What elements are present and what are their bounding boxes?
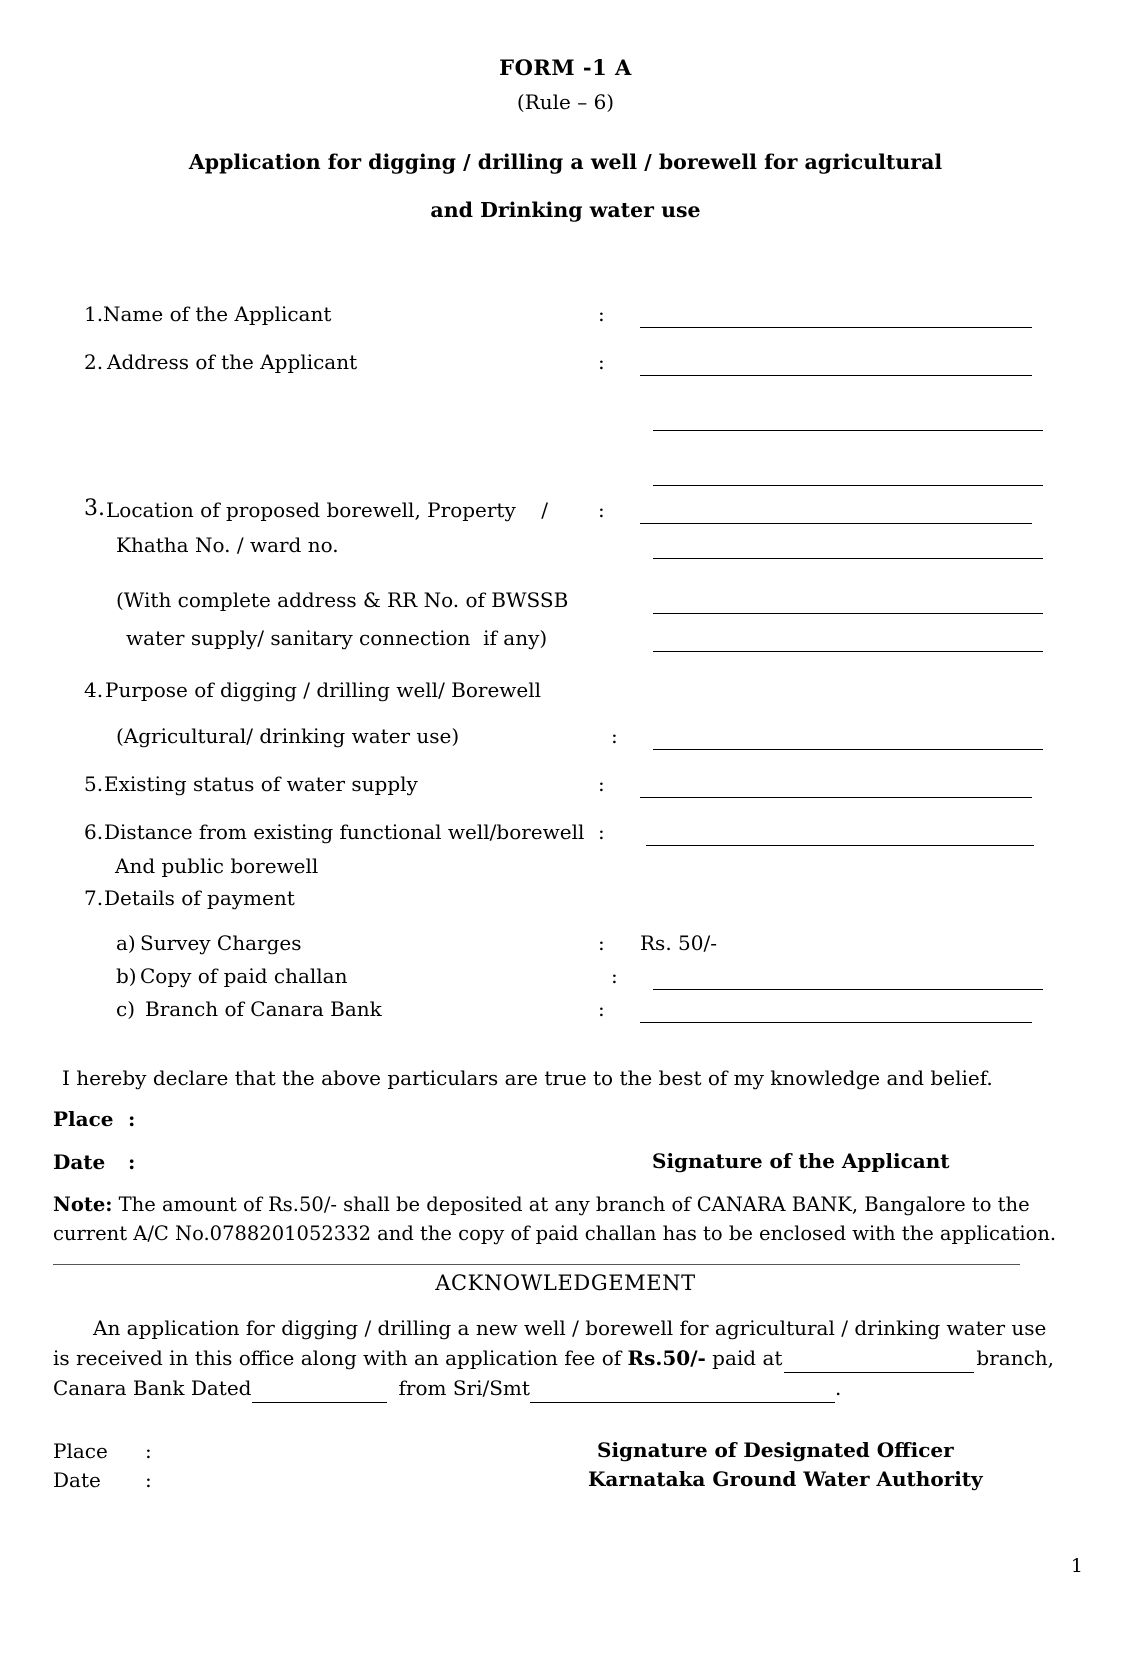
field-7c-colon: : bbox=[598, 997, 605, 1021]
authority-label: Karnataka Ground Water Authority bbox=[588, 1467, 983, 1491]
field-5-number: 5. bbox=[84, 772, 104, 796]
field-7b-input-line[interactable] bbox=[653, 989, 1043, 990]
ack-line1: An application for digging / drilling a new well / borewell for agricultural / drinking water use bbox=[93, 1316, 1047, 1340]
field-6-number: 6. bbox=[84, 820, 104, 844]
ack-fee-amount: Rs.50/- bbox=[627, 1346, 706, 1370]
field-5-colon: : bbox=[598, 772, 605, 796]
field-2-colon: : bbox=[598, 350, 605, 374]
field-1-number: 1. bbox=[84, 302, 104, 326]
field-3-input-line-3[interactable] bbox=[653, 613, 1043, 614]
field-3-colon: : bbox=[598, 498, 605, 522]
place-label: Place bbox=[53, 1107, 114, 1131]
note-line1: The amount of Rs.50/- shall be deposited at any branch of CANARA BANK, Bangalore to the bbox=[112, 1193, 1030, 1216]
field-3-label-line2: Khatha No. / ward no. bbox=[116, 533, 339, 557]
field-7c-marker: c) bbox=[116, 997, 136, 1021]
field-6-input-line[interactable] bbox=[646, 845, 1034, 846]
field-7c-label: Branch of Canara Bank bbox=[145, 997, 382, 1021]
field-5-label: Existing status of water supply bbox=[104, 772, 418, 796]
field-3-input-line-2[interactable] bbox=[653, 558, 1043, 559]
field-7c-input-line[interactable] bbox=[640, 1022, 1032, 1023]
field-3-note-line1: (With complete address & RR No. of BWSSB bbox=[116, 588, 569, 612]
field-4-colon: : bbox=[611, 724, 618, 748]
ack-line2-b: paid at bbox=[705, 1346, 783, 1370]
field-1-colon: : bbox=[598, 302, 605, 326]
field-2-number: 2. bbox=[84, 350, 104, 374]
ack-line3-b: from Sri/Smt bbox=[398, 1376, 530, 1400]
ack-date-blank[interactable] bbox=[252, 1384, 387, 1403]
ack-name-blank[interactable] bbox=[530, 1384, 835, 1403]
page-number: 1 bbox=[1070, 1555, 1083, 1577]
field-4-label: Purpose of digging / drilling well/ Borewell bbox=[105, 678, 542, 702]
field-2-input-line-3[interactable] bbox=[653, 485, 1043, 486]
note-label: Note: bbox=[53, 1193, 113, 1216]
field-3-input-line-4[interactable] bbox=[653, 651, 1043, 652]
officer-signature-label: Signature of Designated Officer bbox=[597, 1438, 954, 1462]
application-title-line2: and Drinking water use bbox=[430, 198, 701, 222]
field-3-input-line-1[interactable] bbox=[640, 523, 1032, 524]
field-7-label: Details of payment bbox=[104, 886, 295, 910]
field-2-label: Address of the Applicant bbox=[107, 350, 358, 374]
ack-place-colon: : bbox=[145, 1439, 152, 1463]
field-7-number: 7. bbox=[84, 886, 104, 910]
field-7a-value: Rs. 50/- bbox=[640, 931, 717, 955]
section-divider bbox=[53, 1264, 1020, 1265]
date-colon: : bbox=[128, 1150, 136, 1174]
applicant-signature-label: Signature of the Applicant bbox=[652, 1149, 950, 1173]
field-6-label-line2: And public borewell bbox=[115, 854, 319, 878]
field-6-colon: : bbox=[598, 820, 605, 844]
place-colon: : bbox=[128, 1107, 136, 1131]
field-1-label: Name of the Applicant bbox=[103, 302, 332, 326]
field-4-sublabel: (Agricultural/ drinking water use) bbox=[116, 724, 460, 748]
ack-place-label: Place bbox=[53, 1439, 108, 1463]
field-3-note-line2: water supply/ sanitary connection if any) bbox=[126, 626, 548, 650]
acknowledgement-title: ACKNOWLEDGEMENT bbox=[435, 1271, 696, 1295]
field-2-input-line-2[interactable] bbox=[653, 430, 1043, 431]
field-7a-label: Survey Charges bbox=[140, 931, 302, 955]
field-2-input-line-1[interactable] bbox=[640, 375, 1032, 376]
field-5-input-line[interactable] bbox=[640, 797, 1032, 798]
declaration-text: I hereby declare that the above particulars are true to the best of my knowledge and belief. bbox=[62, 1066, 993, 1090]
field-4-input-line[interactable] bbox=[653, 749, 1043, 750]
field-7a-colon: : bbox=[598, 931, 605, 955]
field-6-label: Distance from existing functional well/borewell bbox=[104, 820, 585, 844]
date-label: Date bbox=[53, 1150, 106, 1174]
field-7b-marker: b) bbox=[116, 964, 137, 988]
field-7b-colon: : bbox=[611, 964, 618, 988]
ack-date-colon: : bbox=[145, 1468, 152, 1492]
note-line2: current A/C No.0788201052332 and the copy of paid challan has to be enclosed with the application. bbox=[53, 1222, 1057, 1246]
field-3-label: Location of proposed borewell, Property / bbox=[106, 498, 548, 522]
field-7b-label: Copy of paid challan bbox=[140, 964, 348, 988]
field-1-input-line[interactable] bbox=[640, 327, 1032, 328]
ack-line2-c: branch, bbox=[976, 1346, 1055, 1370]
acknowledgement-body bbox=[53, 1313, 1073, 1403]
page-title: FORM -1 A bbox=[499, 55, 632, 80]
rule-reference: (Rule – 6) bbox=[516, 90, 615, 114]
ack-line2-a: is received in this office along with an application fee of bbox=[53, 1346, 628, 1370]
field-4-number: 4. bbox=[84, 678, 104, 702]
note-block bbox=[53, 1190, 1073, 1249]
field-7a-marker: a) bbox=[116, 931, 136, 955]
ack-date-label: Date bbox=[53, 1468, 101, 1492]
field-3-number: 3. bbox=[84, 496, 105, 521]
ack-line3-a: Canara Bank Dated bbox=[53, 1376, 252, 1400]
form-page bbox=[0, 55, 1131, 1655]
ack-branch-blank[interactable] bbox=[784, 1354, 974, 1373]
ack-line3-c: . bbox=[834, 1376, 842, 1400]
application-title-line1: Application for digging / drilling a well / borewell for agricultural bbox=[188, 150, 943, 174]
